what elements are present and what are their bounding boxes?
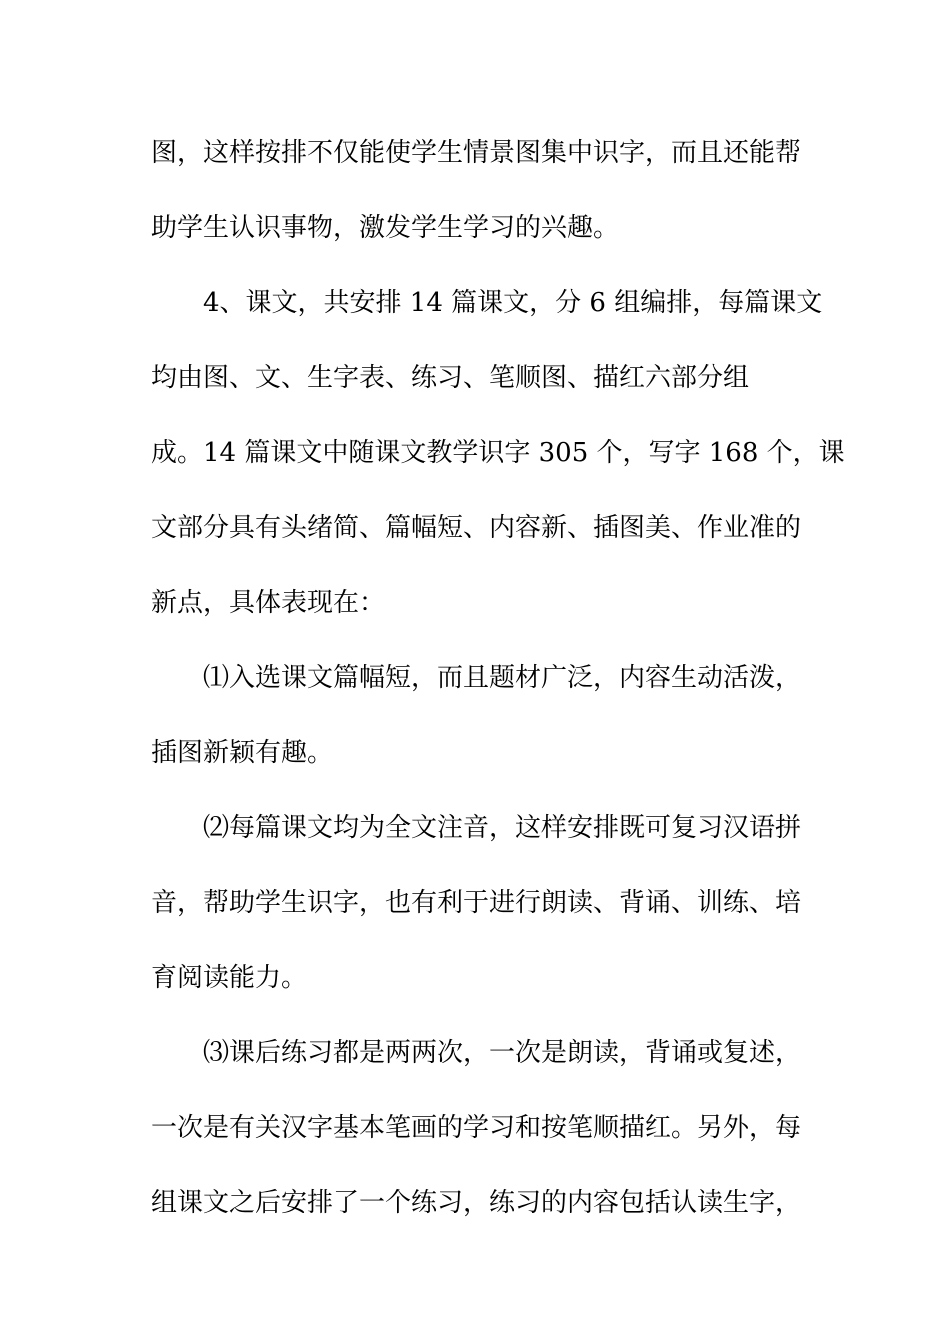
document-body xyxy=(151,125,845,1250)
text-line: 一次是有关汉字基本笔画的学习和按笔顺描红。另外，每 xyxy=(151,1113,802,1143)
text-line: 文部分具有头绪简、篇幅短、内容新、插图美、作业准的 xyxy=(151,513,802,543)
text-line: 图，这样按排不仅能使学生情景图集中识字，而且还能帮 xyxy=(151,138,802,168)
text-line: 新点，具体表现在： xyxy=(151,588,386,618)
text-line: 4、课文，共安排 14 篇课文，分 6 组编排，每篇课文 xyxy=(151,288,823,318)
text-line: ⑶课后练习都是两两次，一次是朗读，背诵或复述， xyxy=(151,1038,802,1068)
text-line: ⑵每篇课文均为全文注音，这样安排既可复习汉语拼 xyxy=(151,813,802,843)
text-line: 插图新颖有趣。 xyxy=(151,738,334,768)
text-line: 音，帮助学生识字，也有利于进行朗读、背诵、训练、培 xyxy=(151,888,802,918)
text-line: ⑴入选课文篇幅短，而且题材广泛，内容生动活泼， xyxy=(151,663,802,693)
text-line: 均由图、文、生字表、练习、笔顺图、描红六部分组 xyxy=(151,363,750,393)
text-line: 成。14 篇课文中随课文教学识字 305 个，写字 168 个，课 xyxy=(151,438,845,468)
text-line: 组课文之后安排了一个练习，练习的内容包括认读生字， xyxy=(151,1188,802,1218)
text-line: 育阅读能力。 xyxy=(151,963,308,993)
text-line: 助学生认识事物，激发学生学习的兴趣。 xyxy=(151,213,620,243)
